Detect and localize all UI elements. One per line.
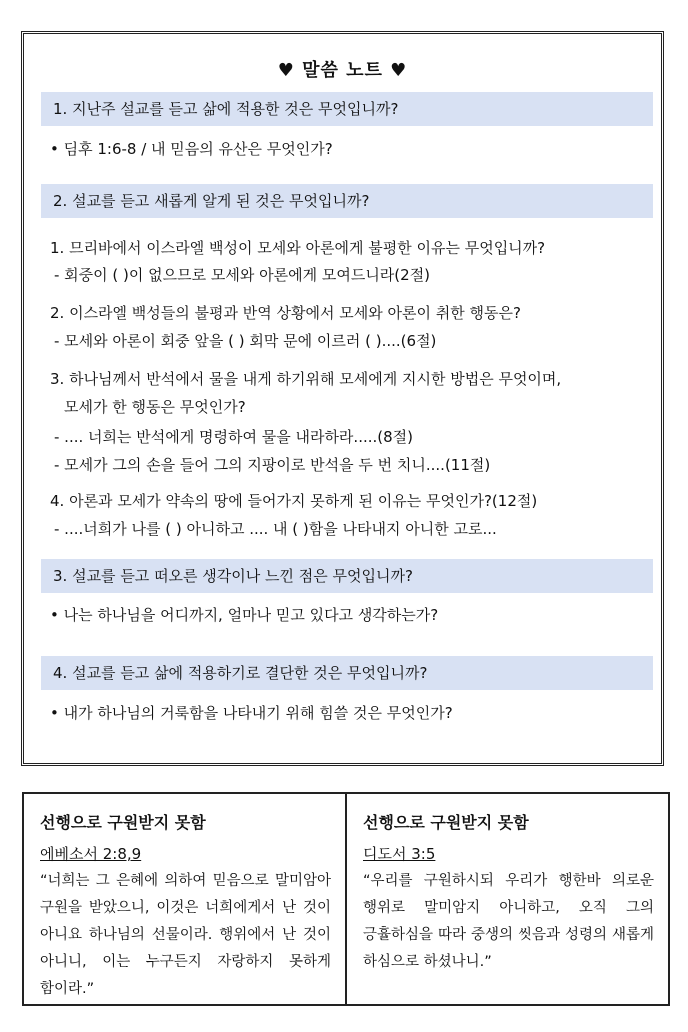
verse-title: 선행으로 구원받지 못함 [363, 813, 529, 832]
verse-reference: 디도서 3:5 [363, 845, 436, 863]
question-1-bar: 1. 지난주 설교를 듣고 삶에 적용한 것은 무엇입니까? [41, 92, 653, 126]
sub-question-4: 4. 아론과 모세가 약속의 땅에 들어가지 못하게 된 이유는 무엇인가?(12절) [50, 492, 538, 510]
memory-verse-table [22, 792, 670, 1006]
verse-reference: 에베소서 2:8,9 [40, 845, 142, 863]
verse-card-left [24, 794, 345, 1004]
sub-question-3: 3. 하나님께서 반석에서 물을 내게 하기위해 모세에게 지시한 방법은 무엇이며, [50, 370, 562, 388]
verse-title: 선행으로 구원받지 못함 [40, 813, 206, 832]
verse-card-right [345, 794, 668, 1004]
notes-title: ♥ 말씀 노트 ♥ [277, 60, 408, 81]
sub-question-2: 2. 이스라엘 백성들의 불평과 반역 상황에서 모세와 아론이 취한 행동은? [50, 304, 521, 322]
sub-question-1: 1. 므리바에서 이스라엘 백성이 모세와 아론에게 불평한 이유는 무엇입니까? [50, 239, 546, 257]
question-2-bar: 2. 설교를 듣고 새롭게 알게 된 것은 무엇입니까? [41, 184, 653, 218]
sub-answer-2: - 모세와 아론이 회중 앞을 ( ) 회막 문에 이르러 ( )....(6절) [54, 332, 437, 350]
answer-3: • 나는 하나님을 어디까지, 얼마나 믿고 있다고 생각하는가? [50, 606, 439, 624]
answer-4: • 내가 하나님의 거룩함을 나타내기 위해 힘쓸 것은 무엇인가? [50, 704, 453, 722]
verse-text: “우리를 구원하시되 우리가 행한바 의로운 행위로 말미암지 아니하고, 오직 그의 긍휼하심을 따라 중생의 씻음과 성령의 새롭게 하심으로 하셨나니.” [363, 873, 654, 970]
sub-answer-3a: - .... 너희는 반석에게 명령하여 물을 내라하라.....(8절) [54, 428, 414, 446]
sub-question-3-cont: 모세가 한 행동은 무엇인가? [64, 398, 246, 416]
question-3-bar: 3. 설교를 듣고 떠오른 생각이나 느낀 점은 무엇입니까? [41, 559, 653, 593]
verse-text: “너희는 그 은혜에 의하여 믿음으로 말미암아 구원을 받았으니, 이것은 너희에게서 난 것이 아니요 하나님의 선물이라. 행위에서 난 것이 아니니, 이는 누구든지 자랑하지 못하게 함이라.” [40, 873, 331, 997]
sub-answer-3b: - 모세가 그의 손을 들어 그의 지팡이로 반석을 두 번 치니....(11절) [54, 456, 491, 474]
answer-1: • 딤후 1:6-8 / 내 믿음의 유산은 무엇인가? [50, 140, 333, 158]
sub-answer-4: - ....너희가 나를 ( ) 아니하고 .... 내 ( )함을 나타내지 아니한 고로... [54, 520, 497, 538]
sermon-notes-box [21, 31, 664, 766]
question-4-bar: 4. 설교를 듣고 삶에 적용하기로 결단한 것은 무엇입니까? [41, 656, 653, 690]
sub-answer-1: - 회중이 ( )이 없으므로 모세와 아론에게 모여드니라(2절) [54, 266, 431, 284]
